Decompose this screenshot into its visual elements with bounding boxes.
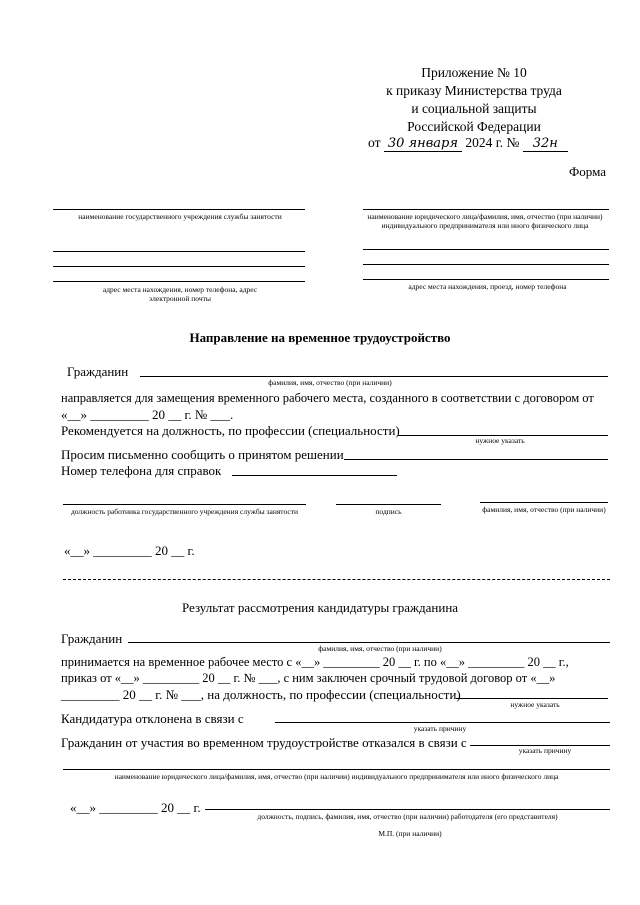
- section2-date: «__» _________ 20 __ г.: [70, 800, 201, 815]
- signer-fio-caption: фамилия, имя, отчество (при наличии): [482, 505, 606, 514]
- phone-label: Номер телефона для справок: [61, 463, 222, 478]
- institution-line: [53, 209, 305, 210]
- signature-line: [336, 504, 441, 505]
- employer-line: [63, 769, 610, 770]
- rejected-line: [275, 722, 610, 723]
- handwritten-date: 30 января: [384, 136, 462, 152]
- date-prefix: от: [368, 135, 381, 150]
- institution-line-4: [53, 281, 305, 282]
- sent-text: направляется для замещения временного рабочего места, созданного в соответствии с договором от: [61, 391, 594, 405]
- institution-address-caption: адрес места нахождения, номер телефона, адрес электронной почты: [102, 285, 258, 303]
- legal-entity-line: [363, 209, 609, 210]
- order-specify-caption: нужное указать: [510, 700, 560, 709]
- result-title: Результат рассмотрения кандидатуры гражданина: [181, 600, 459, 615]
- section1-date: «__» _________ 20 __ г.: [64, 543, 195, 558]
- contract-date-number: «__» _________ 20 __ г. № ___.: [61, 407, 234, 422]
- legal-entity-line-3: [363, 264, 609, 265]
- citizen-fio-caption: фамилия, имя, отчество (при наличии): [268, 378, 392, 387]
- ministry-line: и социальной защиты: [411, 101, 537, 116]
- order-position-line: [456, 698, 608, 699]
- institution-caption: наименование государственного учреждения службы занятости: [78, 212, 282, 221]
- cut-line: [63, 579, 610, 580]
- order-text: приказ от «__» _________ 20 __ г. № ___, с ним заключен срочный трудовой договор от «__»: [61, 671, 556, 685]
- inform-decision: Просим письменно сообщить о принятом решении: [61, 447, 344, 462]
- inform-line: [344, 459, 608, 460]
- order-reference: к приказу Министерства труда: [386, 83, 562, 98]
- legal-entity-caption: наименование юридического лица/фамилия, имя, отчество (при наличии) индивидуального предпринимателя или иного физического лица: [367, 212, 603, 230]
- signer-fio-line: [480, 502, 608, 503]
- handwritten-order-number: 32н: [523, 136, 568, 152]
- institution-line-3: [53, 266, 305, 267]
- recommended-caption: нужное указать: [475, 436, 525, 445]
- employer-signature-line: [205, 809, 610, 810]
- order-date-number: _________ 20 __ г. № ___, на должность, по профессии (специальности): [61, 687, 461, 702]
- stamp-label: М.П. (при наличии): [378, 829, 442, 838]
- rejected-caption: указать причину: [413, 724, 467, 733]
- form-label: Форма: [569, 164, 606, 179]
- legal-entity-line-4: [363, 279, 609, 280]
- federation-line: Российской Федерации: [407, 119, 541, 134]
- appendix-number: Приложение № 10: [421, 65, 527, 80]
- position-signature-line: [63, 504, 306, 505]
- rejected-text: Кандидатура отклонена в связи с: [61, 711, 244, 726]
- phone-line: [232, 475, 397, 476]
- accepted-text: принимается на временное рабочее место с «__» _________ 20 __ г. по «__» _________ 20 __ г.,: [61, 655, 569, 669]
- position-signature-caption: должность работника государственного учреждения службы занятости: [70, 507, 299, 516]
- recommended-position: Рекомендуется на должность, по профессии (специальности): [61, 423, 400, 438]
- legal-entity-address-caption: адрес места нахождения, проезд, номер телефона: [408, 282, 567, 291]
- citizen-fio-line: [140, 376, 608, 377]
- order-date: [368, 134, 568, 152]
- citizen-label: Гражданин: [67, 364, 129, 379]
- result-citizen-label: Гражданин: [61, 631, 123, 646]
- employer-signature-caption: должность, подпись, фамилия, имя, отчество (при наличии) работодателя (его представителя): [257, 812, 558, 821]
- signature-caption: подпись: [375, 507, 402, 516]
- employer-caption: наименование юридического лица/фамилия, имя, отчество (при наличии) индивидуального предпринимателя или иного физического лица: [114, 772, 559, 781]
- refused-text: Гражданин от участия во временном трудоустройстве отказался в связи с: [61, 735, 467, 750]
- legal-entity-line-2: [363, 249, 609, 250]
- result-fio-caption: фамилия, имя, отчество (при наличии): [318, 644, 442, 653]
- refused-caption: указать причину: [518, 746, 572, 755]
- result-citizen-line: [128, 642, 610, 643]
- document-title: Направление на временное трудоустройство: [189, 330, 451, 345]
- date-year: 2024 г. №: [465, 135, 520, 150]
- institution-line-2: [53, 251, 305, 252]
